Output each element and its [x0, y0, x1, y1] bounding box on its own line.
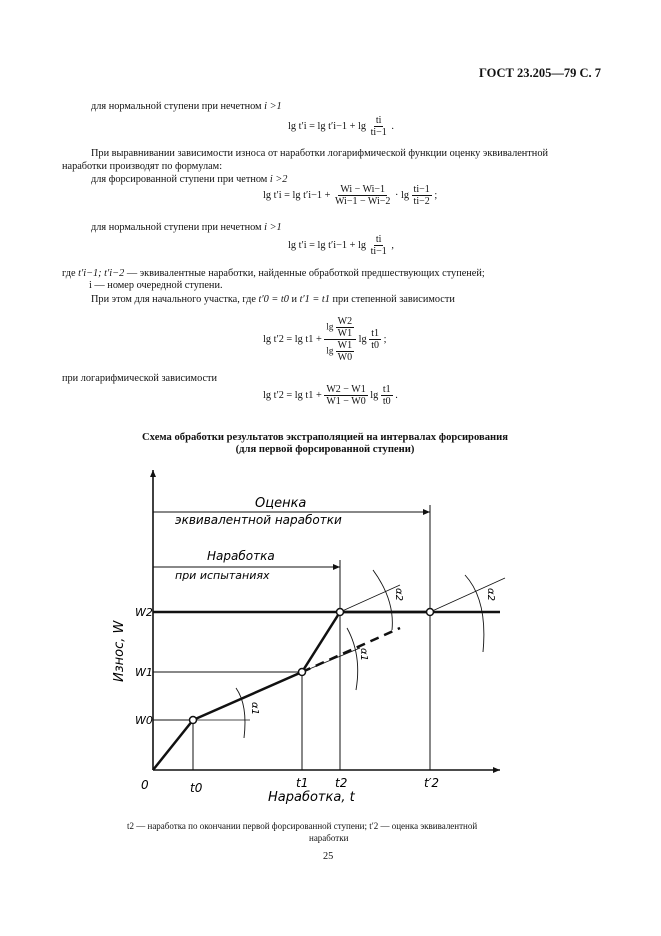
label-estimate-2: эквивалентной наработки — [175, 513, 342, 527]
paragraph-1b: наработки производят по формулам: — [62, 161, 223, 172]
point-t2-prime — [427, 609, 434, 616]
label-test-2: при испытаниях — [175, 569, 270, 582]
text-line-1: для нормальной ступени при нечетном i >1 — [91, 101, 282, 112]
log-line: при логарифмической зависимости — [62, 373, 218, 384]
angle-arc-4 — [465, 575, 484, 652]
angle-arc-2 — [347, 628, 358, 690]
footnote-line-1: t2 — наработка по окончании первой форсированной ступени; t′2 — оценка эквивалентной — [127, 821, 478, 831]
page-number: 25 — [323, 851, 334, 862]
paragraph-1a: При выравнивании зависимости износа от наработки логарифмической функции оценку эквивалентной — [91, 148, 548, 159]
label-test-1: Наработка — [207, 549, 275, 563]
point-t0 — [190, 717, 197, 724]
angle-arc-1 — [236, 688, 245, 738]
point-t2 — [337, 609, 344, 616]
y-axis-label: Износ, W — [112, 620, 127, 682]
y-tick-w2: W2 — [135, 606, 153, 619]
text-line-3: для нормальной ступени при нечетном i >1 — [91, 222, 282, 233]
where-line-1: где t′i−1; t′i−2 — эквивалентные наработки, найденные обработкой предшествующих ступеней; — [62, 268, 485, 279]
where-line-2: i — номер очередной ступени. — [89, 280, 223, 291]
figure-caption-2: (для первой форсированной ступени) — [235, 444, 415, 455]
formula-5: lg t′2 = lg t1 + $\frac{W2 - W1}{W1 - W0}$ lg $\frac{t1}{t0}$ . — [263, 384, 398, 407]
origin-label: 0 — [141, 778, 149, 792]
label-estimate-1: Оценка — [255, 496, 307, 511]
x-tick-t1: t1 — [296, 776, 309, 790]
x-tick-t0: t0 — [190, 781, 203, 795]
x-axis-label: Наработка, t — [268, 790, 355, 805]
text-line-2: для форсированной ступени при четном i >2 — [91, 174, 288, 185]
formula-2: lg t′i = lg t′i−1 + $\frac{Wi - Wi-1}{Wi-1 - Wi-2}$ · lg $\frac{ti-1}{ti-2}$ ; — [263, 184, 438, 207]
formula-4: lg t′2 = lg t1 + lg $\frac{W2}{W1}$ lg $\frac{W1}{W0}$ lg $\frac{t1}{t0}$ ; — [263, 316, 387, 363]
y-tick-w1: W1 — [135, 666, 153, 679]
wear-curve — [153, 612, 430, 770]
angle-label-2: α1 — [358, 648, 369, 661]
angle-label-1: α1 — [249, 702, 260, 715]
angle-arc-3 — [373, 570, 392, 630]
initial-line: При этом для начального участка, где t′0 = t0 и t′1 = t1 при степенной зависимости — [91, 294, 455, 305]
angle-label-4: α2 — [485, 588, 496, 601]
angle-label-3: α2 — [393, 588, 404, 601]
y-tick-w0: W0 — [135, 714, 153, 727]
formula-3: lg t′i = lg t′i−1 + lg $\frac{ti}{ti-1}$ , — [288, 234, 394, 257]
x-tick-t2-prime: t′2 — [424, 776, 440, 790]
formula-1: lg t′i = lg t′i−1 + lg $\frac{ti}{ti-1}$ . — [288, 115, 394, 138]
point-t1 — [299, 669, 306, 676]
x-tick-t2: t2 — [335, 776, 348, 790]
footnote-line-2: наработки — [309, 833, 349, 843]
page-header: ГОСТ 23.205—79 С. 7 — [479, 66, 602, 80]
figure-caption-1: Схема обработки результатов экстраполяцией на интервалах форсирования — [142, 432, 508, 443]
